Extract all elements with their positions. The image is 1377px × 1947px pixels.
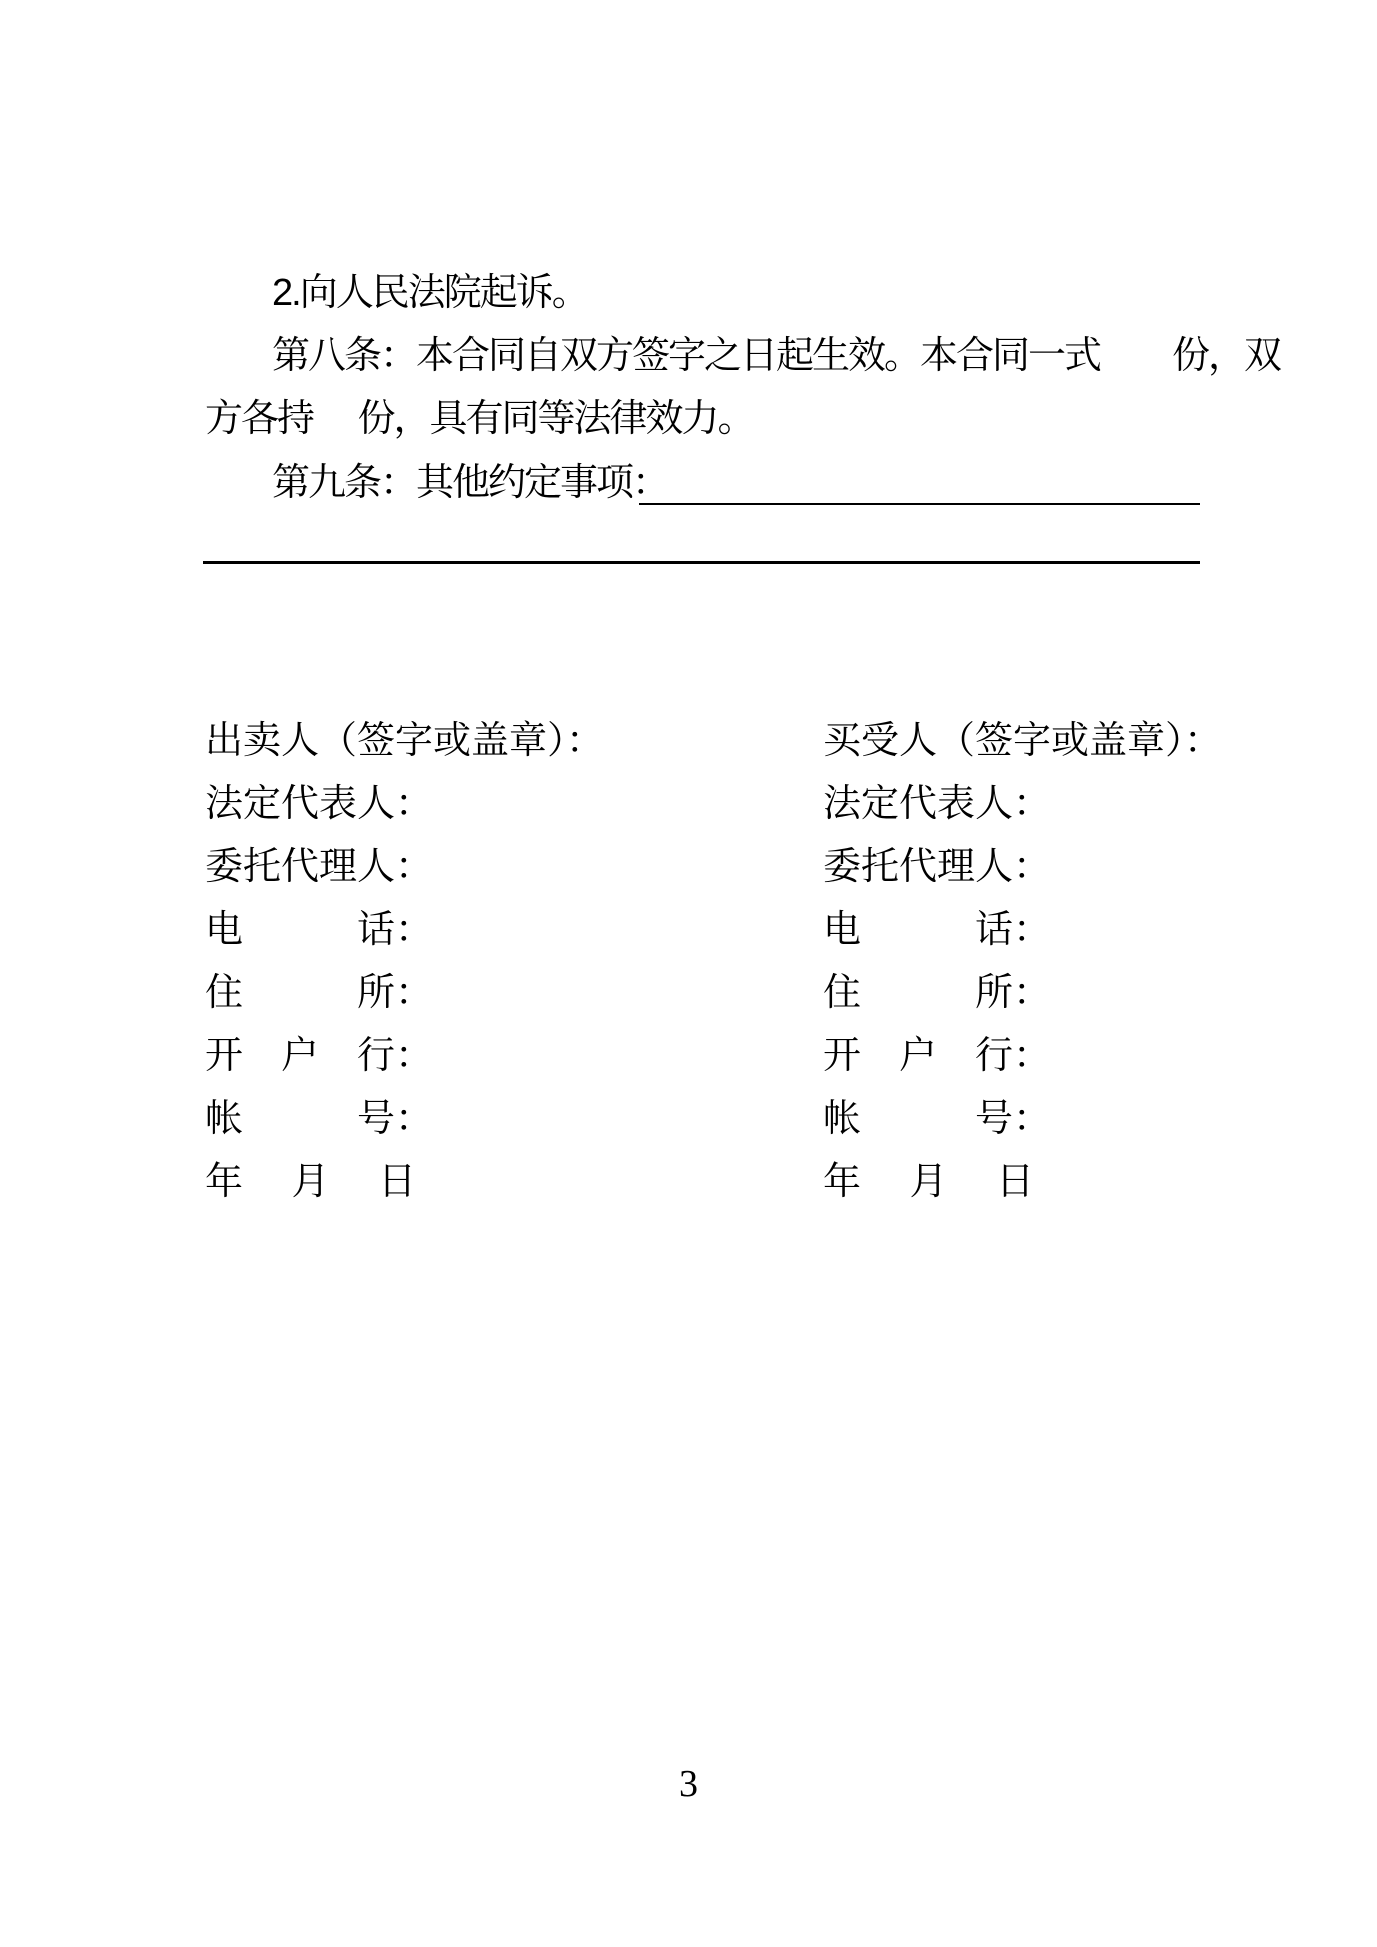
clause-8-line-1: 第八条：本合同自双方签字之日起生效。本合同一式 份，双: [272, 335, 1281, 377]
buyer-account-number-label: 帐 号：: [823, 1098, 1052, 1140]
seller-authorized-agent-label: 委托代理人：: [205, 846, 434, 888]
seller-date-label: 年 月 日: [205, 1161, 417, 1203]
seller-party-label: 出卖人（签字或盖章）：: [205, 720, 605, 762]
clause-8-line-2: 方各持 份，具有同等法律效力。: [205, 398, 754, 440]
clause-2-lawsuit-text: 2.向人民法院起诉。: [272, 272, 588, 314]
clause-9-other-terms-label: 第九条：其他约定事项：: [272, 462, 669, 504]
buyer-date-label: 年 月 日: [823, 1161, 1035, 1203]
other-terms-blank-line-2: [203, 561, 1200, 564]
seller-account-number-label: 帐 号：: [205, 1098, 434, 1140]
other-terms-blank-line-1: [639, 503, 1200, 505]
seller-legal-representative-label: 法定代表人：: [205, 783, 434, 825]
seller-bank-label: 开 户 行：: [205, 1035, 434, 1077]
seller-address-label: 住 所：: [205, 972, 434, 1014]
buyer-address-label: 住 所：: [823, 972, 1052, 1014]
buyer-bank-label: 开 户 行：: [823, 1035, 1052, 1077]
seller-telephone-label: 电 话：: [205, 909, 434, 951]
buyer-party-label: 买受人（签字或盖章）：: [823, 720, 1223, 762]
seller-signature-block: [205, 705, 604, 1209]
buyer-signature-block: [823, 705, 1222, 1209]
page-number: 3: [679, 1763, 698, 1805]
buyer-legal-representative-label: 法定代表人：: [823, 783, 1052, 825]
buyer-telephone-label: 电 话：: [823, 909, 1052, 951]
buyer-authorized-agent-label: 委托代理人：: [823, 846, 1052, 888]
